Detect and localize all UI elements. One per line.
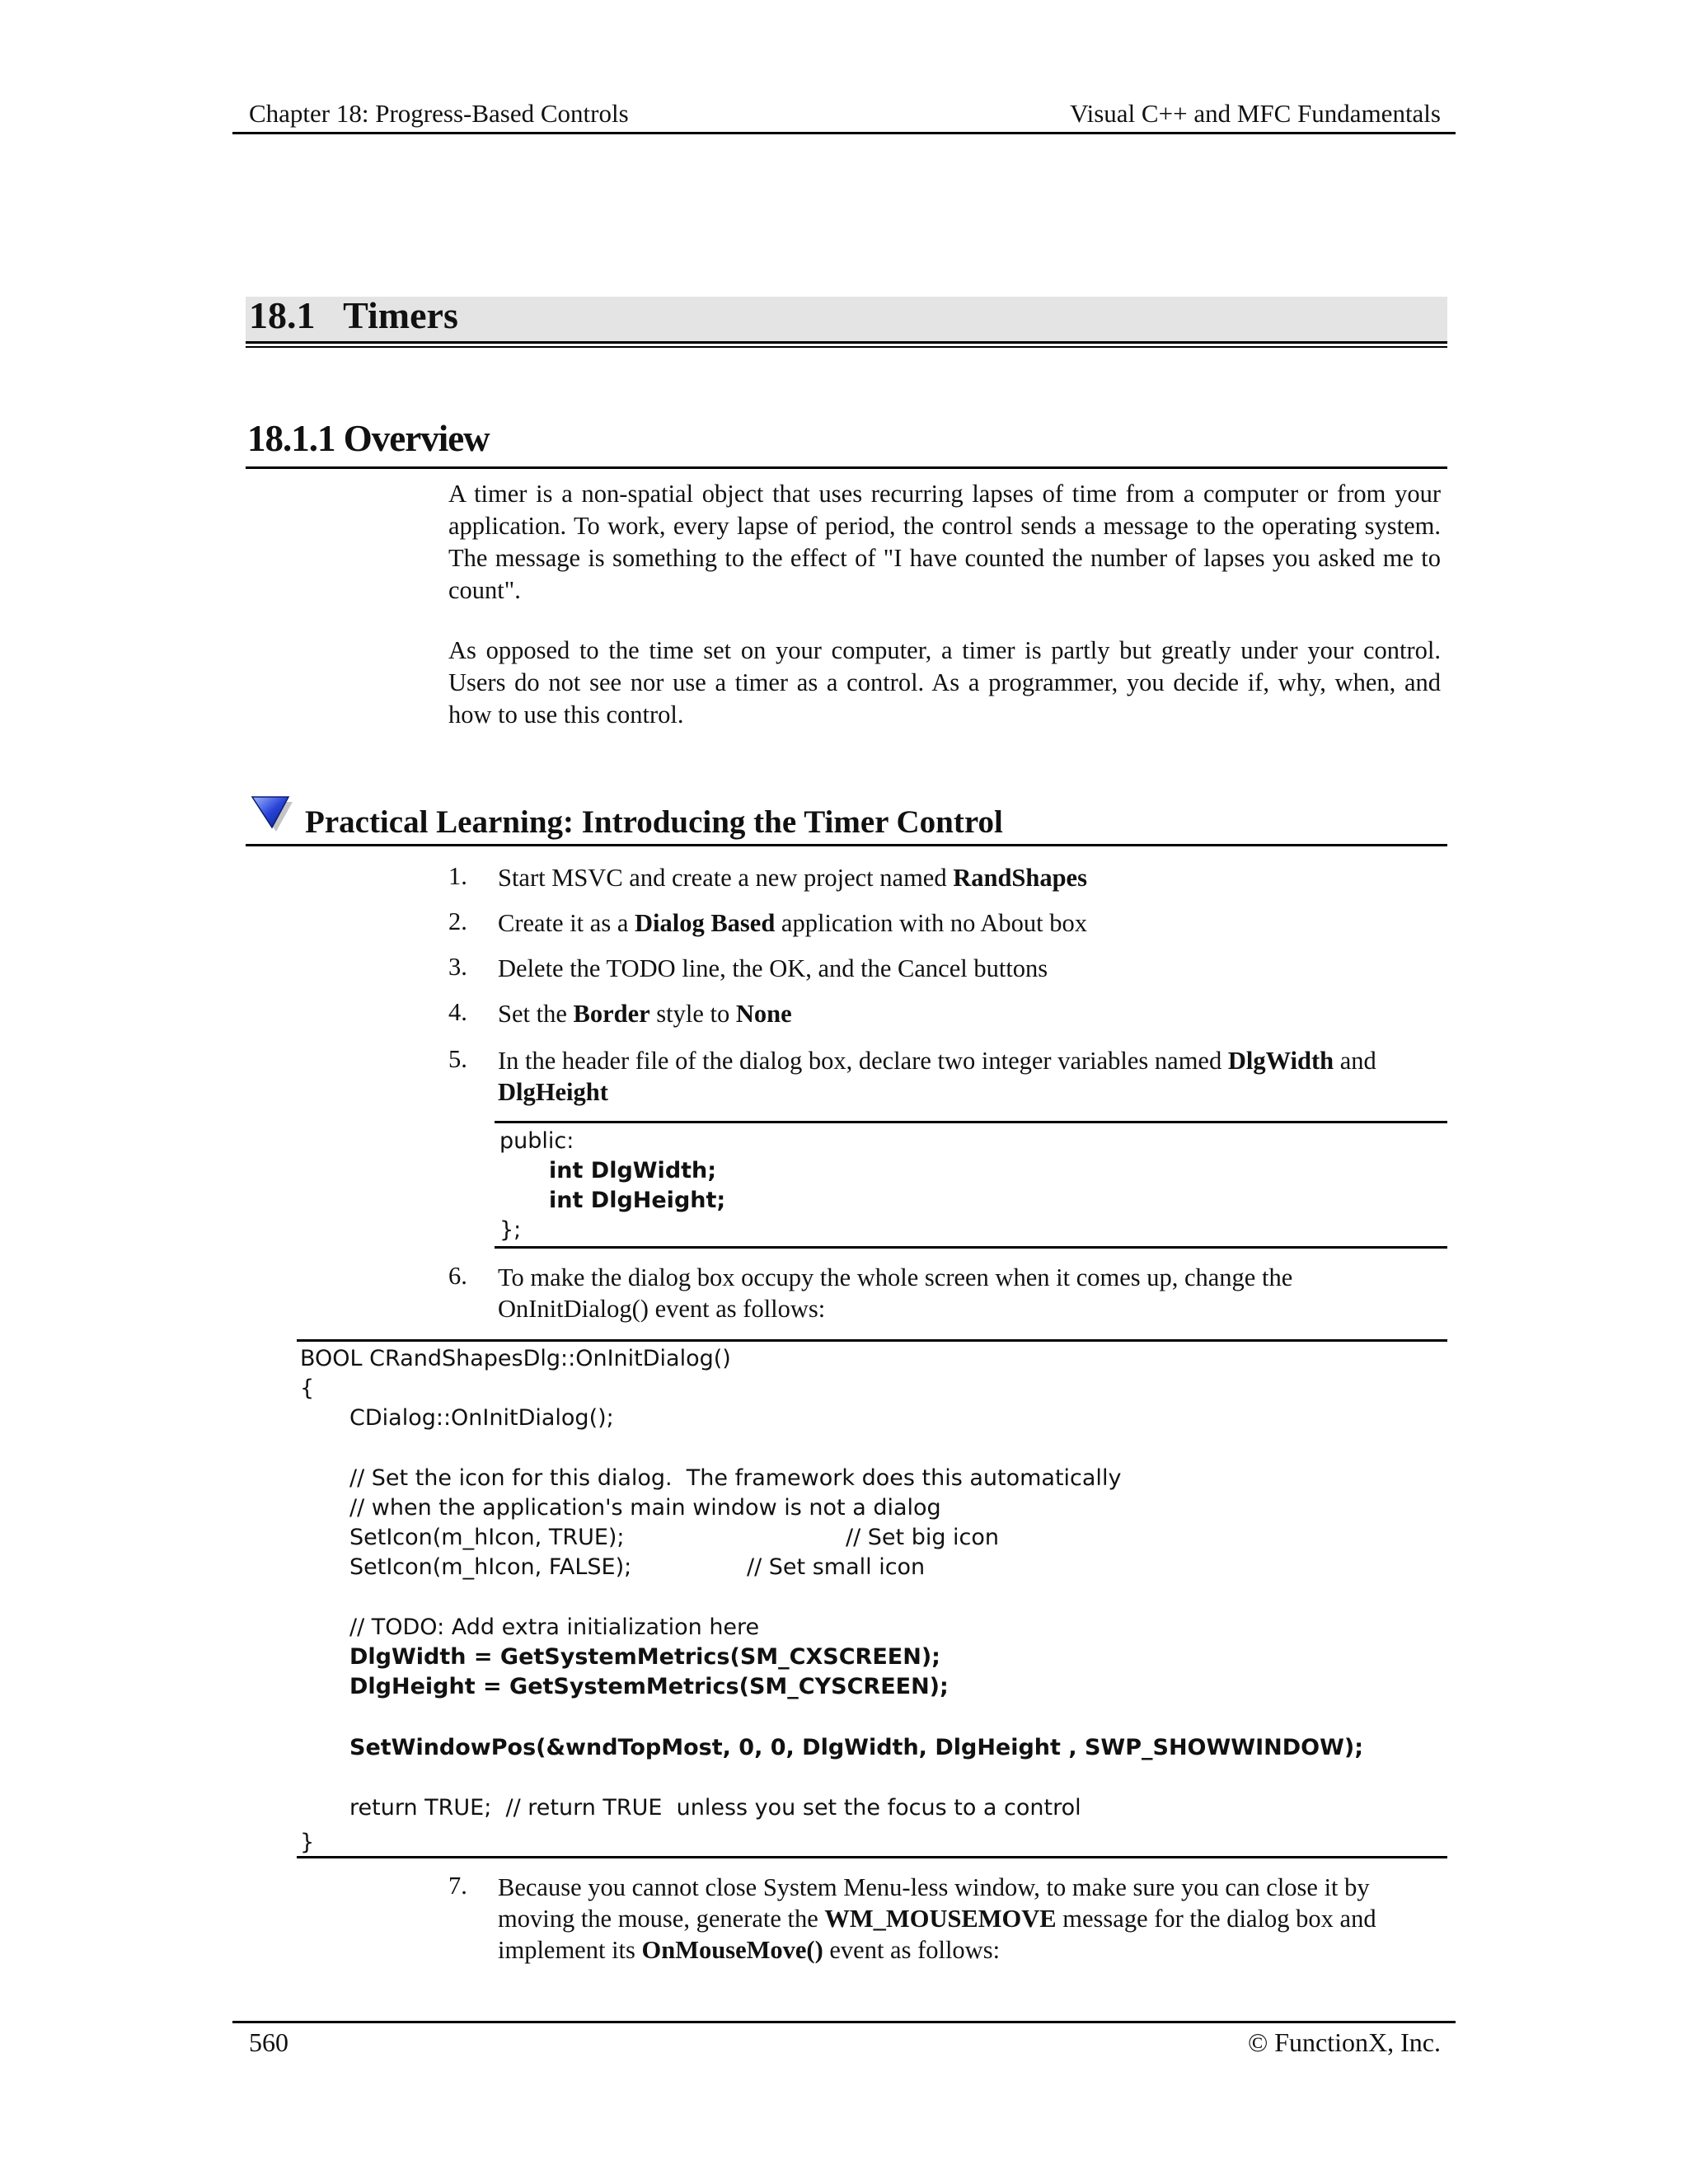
code-comment: // Set big icon <box>846 1525 1000 1550</box>
step-number: 3. <box>448 953 467 981</box>
code-line: BOOL CRandShapesDlg::OnInitDialog() <box>300 1346 731 1371</box>
section-title: Timers <box>343 294 458 336</box>
step-number: 6. <box>448 1262 467 1290</box>
code-block-1-bottom-rule <box>495 1246 1447 1249</box>
section-rule-2 <box>246 346 1447 348</box>
step-text: To make the dialog box occupy the whole screen when it comes up, change the OnInitDialog() event as follows: <box>498 1263 1293 1323</box>
code-line: // Set the icon for this dialog. The framework does this automatically <box>349 1465 1122 1491</box>
copyright: © FunctionX, Inc. <box>1247 2027 1441 2057</box>
practical-rule <box>246 844 1447 846</box>
code-line: // TODO: Add extra initialization here <box>349 1615 760 1640</box>
step-number: 5. <box>448 1045 467 1073</box>
code-line: SetIcon(m_hIcon, FALSE); <box>349 1554 632 1580</box>
code-line: SetWindowPos(&wndTopMost, 0, 0, DlgWidth, DlgHeight , SWP_SHOWWINDOW); <box>349 1735 1363 1760</box>
code-line: SetIcon(m_hIcon, TRUE); <box>349 1525 625 1550</box>
practical-learning-title: Practical Learning: Introducing the Timer Control <box>305 804 1003 840</box>
step-number: 2. <box>448 907 467 935</box>
step-text: In the header file of the dialog box, declare two integer variables named DlgWidth and DlgHeight <box>498 1047 1376 1106</box>
step-number: 1. <box>448 862 467 890</box>
step-number: 7. <box>448 1872 467 1900</box>
step-text: Delete the TODO line, the OK, and the Cancel buttons <box>498 954 1048 982</box>
code-line: { <box>300 1376 315 1401</box>
subsection-heading: 18.1.1 Overview <box>247 418 490 459</box>
paragraph-2: As opposed to the time set on your computer, a timer is partly but greatly under your control. Users do not see nor use a timer as a control. As a programmer, you decide if, why, when, and how to use this control. <box>448 636 1441 729</box>
subsection-rule <box>246 466 1447 469</box>
code-line: DlgWidth = GetSystemMetrics(SM_CXSCREEN); <box>349 1644 940 1670</box>
step-text: Set the Border style to None <box>498 1000 792 1028</box>
paragraph-1: A timer is a non-spatial object that uses recurring lapses of time from a computer or from your application. To work, every lapse of period, the control sends a message to the operating system. The message is something to the effect of "I have counted the number of lapses you asked me to count". <box>448 480 1441 604</box>
running-header-chapter: Chapter 18: Progress-Based Controls <box>249 99 629 128</box>
section-heading <box>249 293 458 337</box>
step-number: 4. <box>448 998 467 1026</box>
section-rule-1 <box>246 341 1447 344</box>
code-block-1-top-rule <box>495 1121 1447 1123</box>
page-number: 560 <box>249 2027 288 2057</box>
code-block-2-bottom-rule <box>297 1856 1447 1858</box>
section-number: 18.1 <box>249 294 316 336</box>
code-line: int DlgHeight; <box>549 1188 726 1213</box>
code-line: DlgHeight = GetSystemMetrics(SM_CYSCREEN); <box>349 1674 949 1699</box>
code-block-2-top-rule <box>297 1339 1447 1342</box>
blue-triangle-icon <box>251 794 293 832</box>
step-text: Create it as a Dialog Based application with no About box <box>498 909 1087 937</box>
code-line: } <box>300 1830 315 1855</box>
step-text: Start MSVC and create a new project named RandShapes <box>498 864 1087 892</box>
running-header-book: Visual C++ and MFC Fundamentals <box>1070 99 1441 128</box>
code-line: int DlgWidth; <box>549 1158 717 1183</box>
code-comment: // Set small icon <box>747 1554 926 1580</box>
code-line: }; <box>499 1217 522 1243</box>
code-line: // when the application's main window is not a dialog <box>349 1495 941 1521</box>
code-line: public: <box>499 1128 574 1154</box>
footer-rule <box>232 2021 1456 2023</box>
code-line: return TRUE; // return TRUE unless you set the focus to a control <box>349 1795 1081 1821</box>
code-line: CDialog::OnInitDialog(); <box>349 1405 614 1431</box>
header-rule <box>232 132 1456 134</box>
step-text: Because you cannot close System Menu-less window, to make sure you can close it by moving the mouse, generate the WM_MOUSEMOVE message for the dialog box and implement its OnMouseMove() event as follows: <box>498 1873 1376 1964</box>
